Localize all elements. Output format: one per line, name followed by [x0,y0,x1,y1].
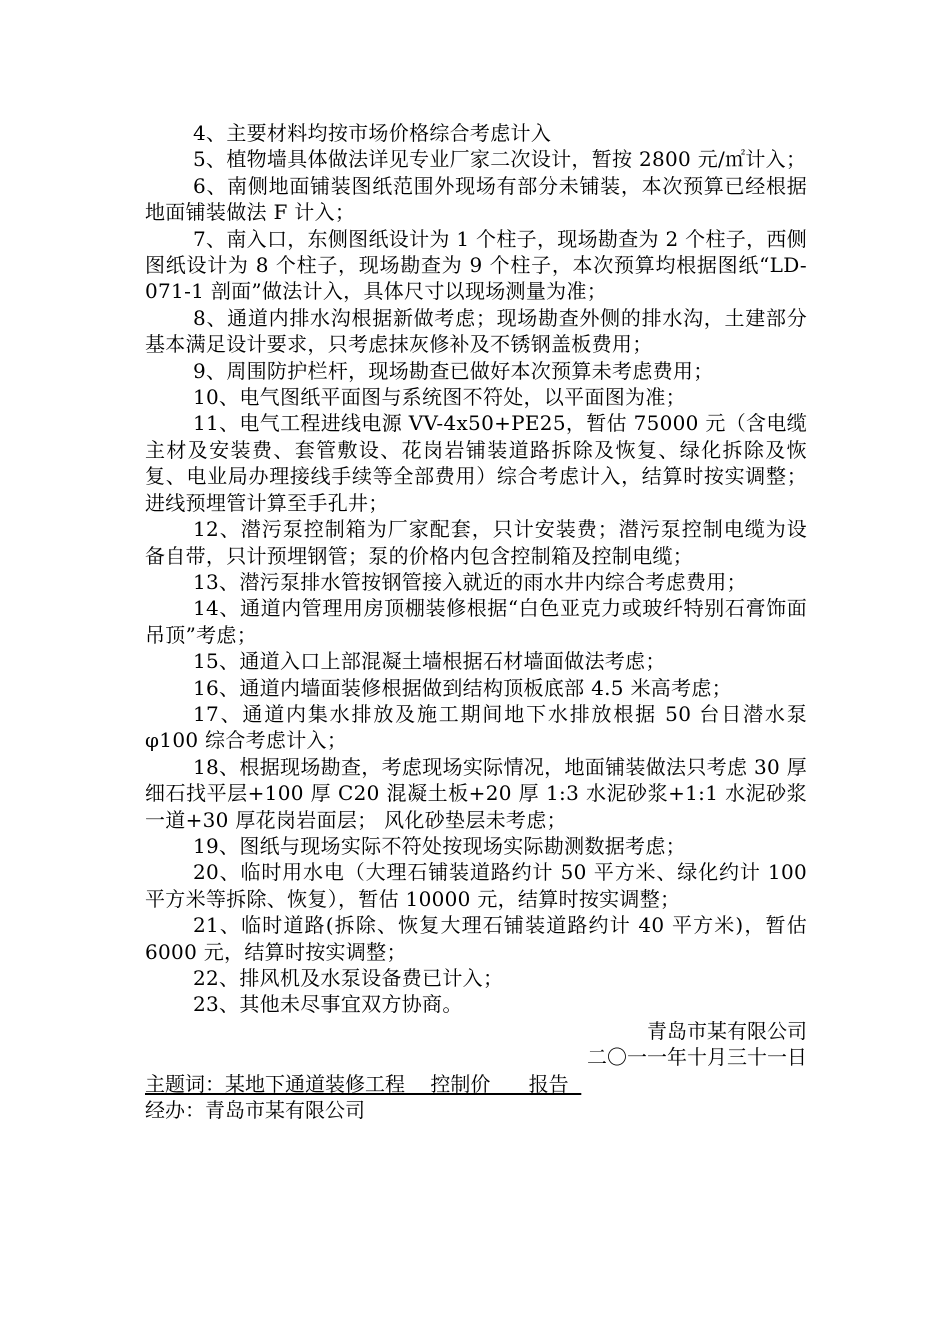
item-21: 21、临时道路(拆除、恢复大理石铺装道路约计 40 平方米)，暂估 6000 元，结算时按实调整； [145,913,807,964]
item-8: 8、通道内排水沟根据新做考虑；现场勘查外侧的排水沟，土建部分基本满足设计要求，只考虑抹灰修补及不锈钢盖板费用； [145,305,807,357]
item-20: 20、临时用水电（大理石铺装道路约计 50 平方米、绿化约计 100 平方米等拆除、恢复），暂估 10000 元，结算时按实调整； [145,860,807,911]
item-10: 10、电气图纸平面图与系统图不符处，以平面图为准； [193,385,686,410]
subject-line [145,1071,807,1097]
item-12: 12、潜污泵控制箱为厂家配套，只计安装费；潜污泵控制电缆为设备自带，只计预埋钢管；泵的价格内包含控制箱及控制电缆； [145,517,807,568]
item-22: 22、排风机及水泵设备费已计入； [193,966,504,990]
handler-line: 经办：青岛市某有限公司 [145,1098,365,1123]
item-14: 14、通道内管理用房顶棚装修根据“白色亚克力或玻纤特别石膏饰面吊顶”考虑； [145,596,807,647]
signature-date: 二〇一一年十月三十一日 [587,1045,807,1070]
item-7: 7、南入口，东侧图纸设计为 1 个柱子，现场勘查为 2 个柱子，西侧图纸设计为 8 个柱子，现场勘查为 9 个柱子，本次预算均根据图纸“LD-071-1 剖面”做法计入，具体尺寸以现场测量为准； [145,226,807,304]
item-18: 18、根据现场勘查，考虑现场实际情况，地面铺装做法只考虑 30 厚细石找平层+100 厚 C20 混凝土板+20 厚 1:3 水泥砂浆+1:1 水泥砂浆一道+30 厚花岗岩面层； 风化砂垫层未考虑； [145,754,807,832]
item-13: 13、潜污泵排水管按钢管接入就近的雨水井内综合考虑费用； [193,569,747,594]
item-9: 9、周围防护栏杆，现场勘查已做好本次预算未考虑费用； [193,358,714,383]
item-17: 17、通道内集水排放及施工期间地下水排放根据 50 台日潜水泵φ100 综合考虑计入； [145,701,807,753]
item-16: 16、通道内墙面装修根据做到结构顶板底部 4.5 米高考虑； [193,675,732,700]
item-15: 15、通道入口上部混凝土墙根据石材墙面做法考虑； [193,649,666,674]
item-23: 23、其他未尽事宜双方协商。 [193,992,463,1017]
document-body [145,120,807,1123]
item-19: 19、图纸与现场实际不符处按现场实际勘测数据考虑； [193,833,686,858]
item-5: 5、植物墙具体做法详见专业厂家二次设计，暂按 2800 元/㎡计入； [193,147,807,172]
subject-label: 主题词： [145,1071,225,1096]
item-11: 11、电气工程进线电源 VV-4x50+PE25，暂估 75000 元（含电缆主材及安装费、套管敷设、花岗岩铺装道路拆除及恢复、绿化拆除及恢复、电业局办理接线手续等全部费用）综合考虑计入，结算时按实调整；进线预埋管计算至手孔井； [145,411,807,515]
subject-text: 某地下通道装修工程 控制价 报告 [225,1071,582,1096]
item-6: 6、南侧地面铺装图纸范围外现场有部分未铺装，本次预算已经根据地面铺装做法 F 计入； [145,173,807,225]
signature-company: 青岛市某有限公司 [647,1018,807,1043]
item-4: 4、主要材料均按市场价格综合考虑计入 [193,121,552,145]
